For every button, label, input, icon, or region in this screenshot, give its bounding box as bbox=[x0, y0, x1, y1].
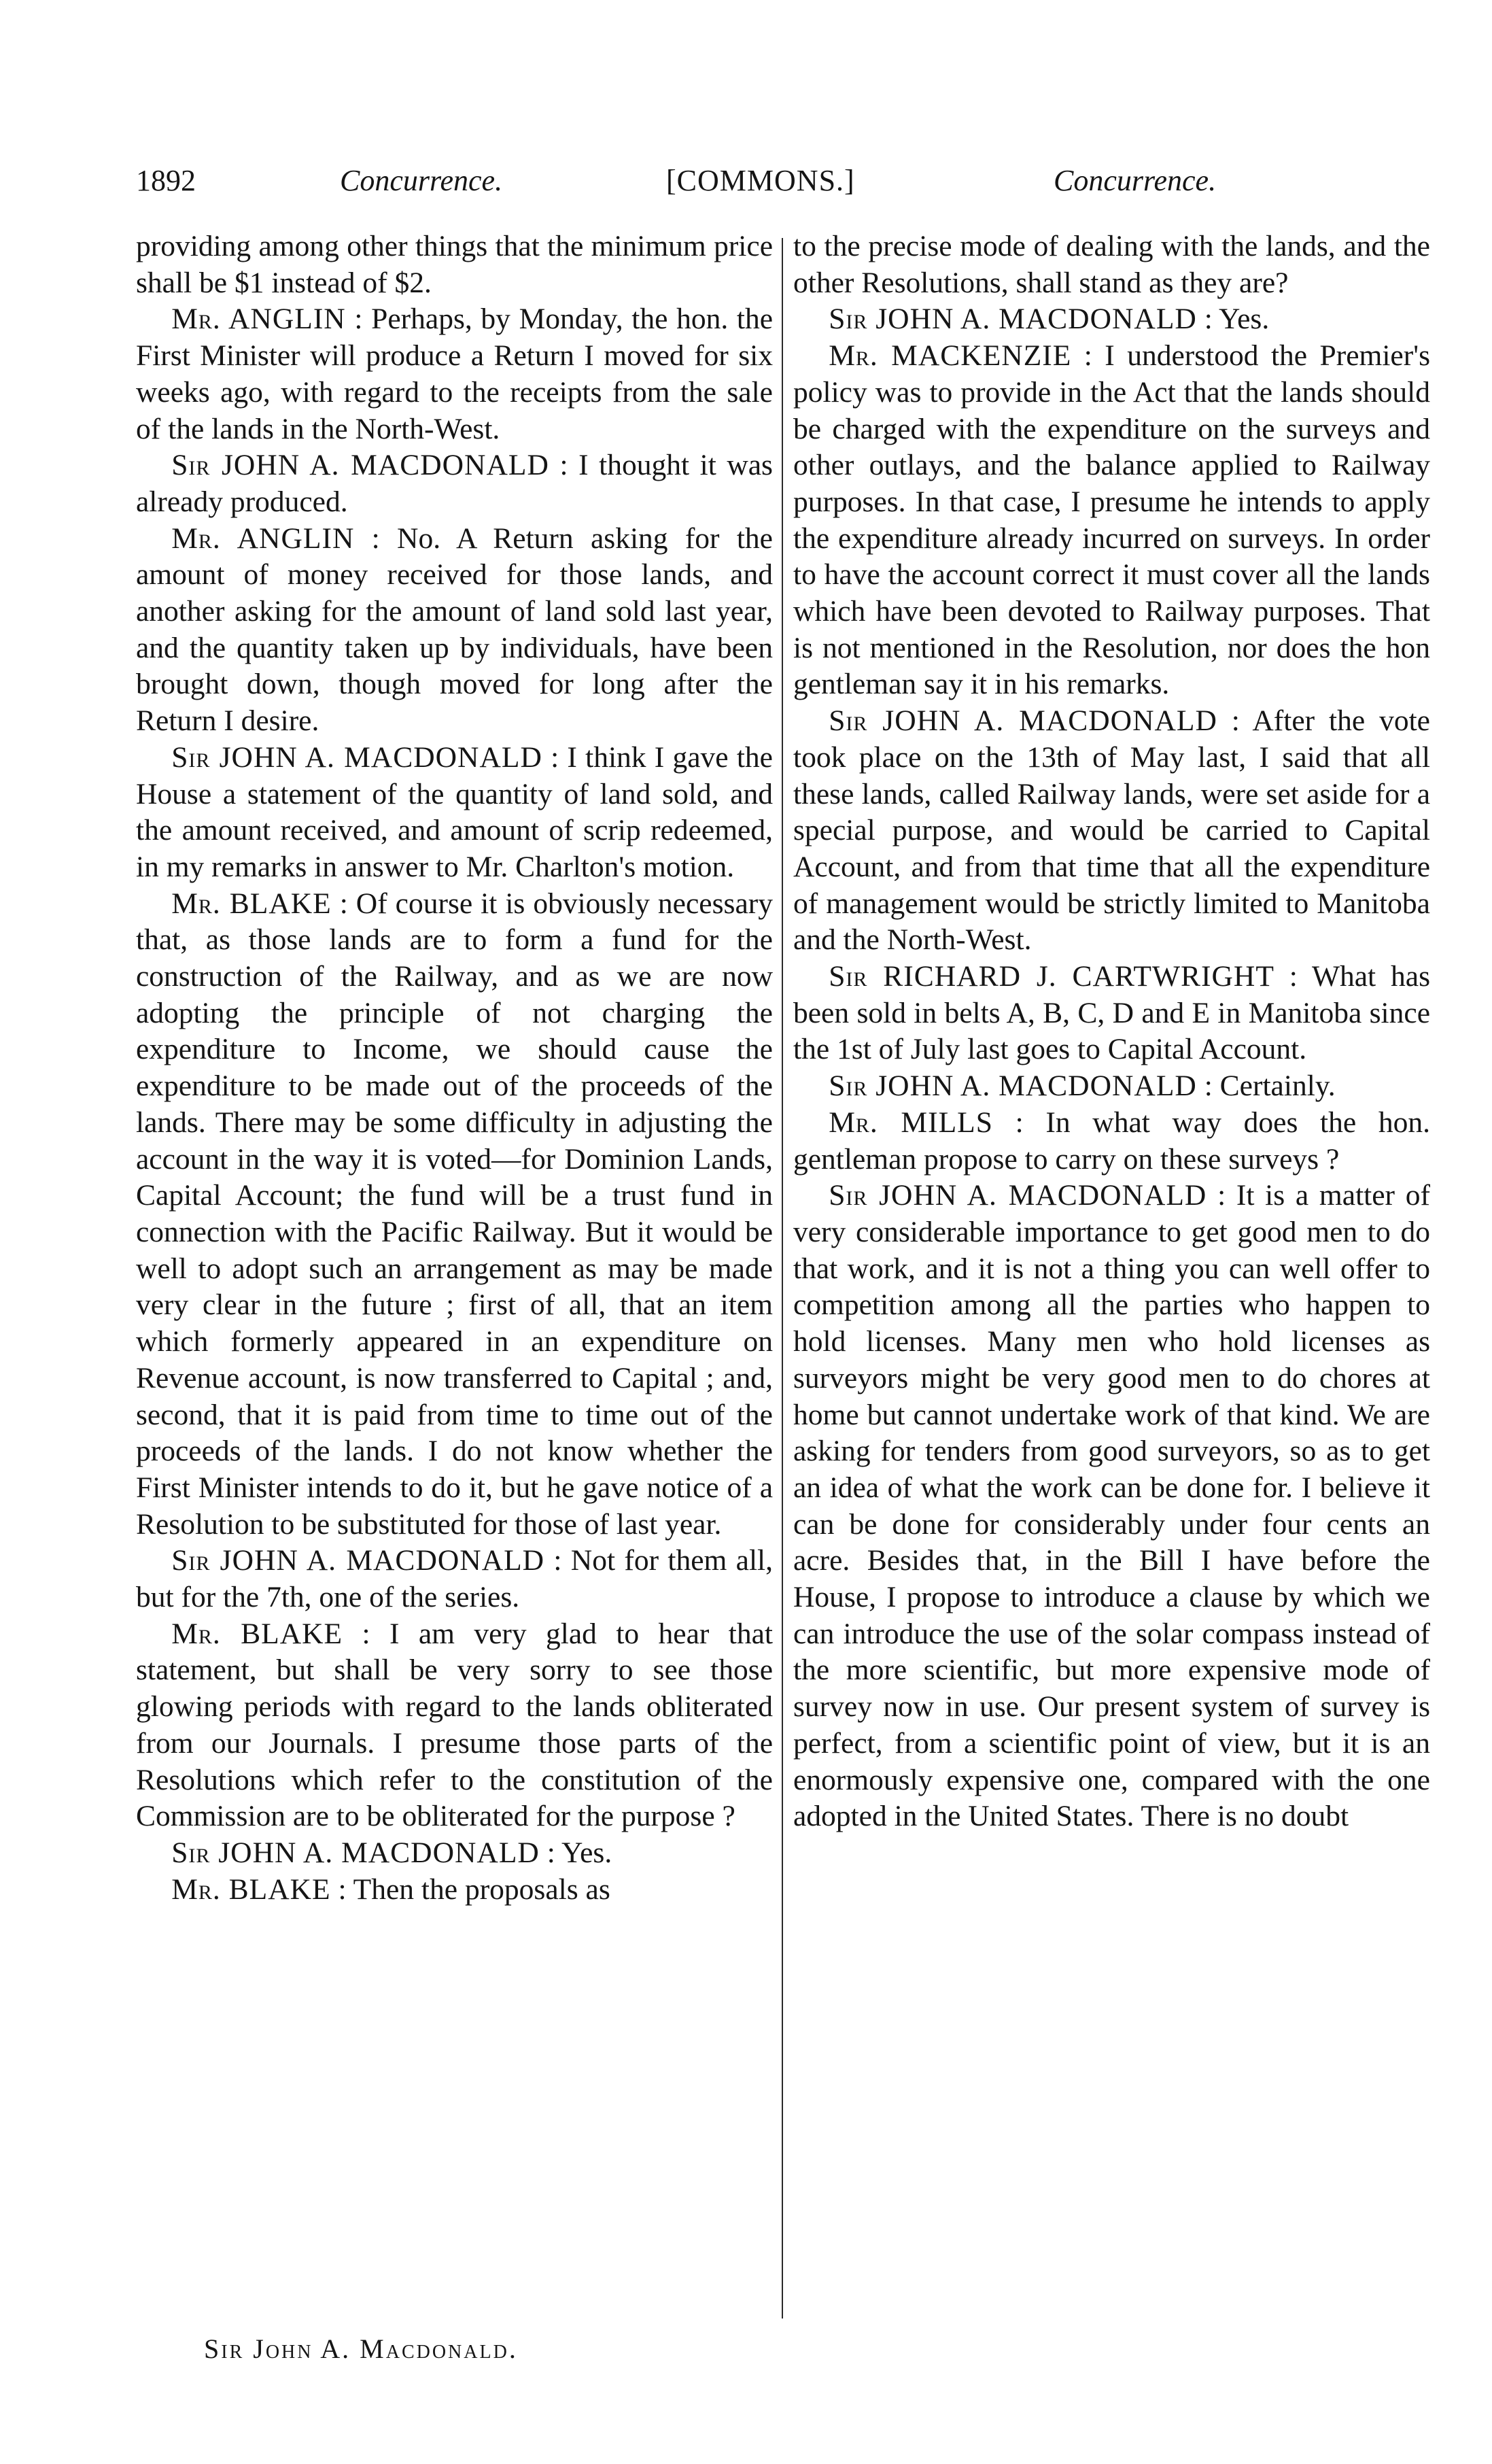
paragraph bbox=[793, 228, 1430, 301]
paragraph bbox=[136, 1835, 773, 1872]
speech-text: : I thought it was already produced. bbox=[136, 449, 773, 518]
speech-text: : Perhaps, by Monday, the hon. the First Minister will produce a Return I moved for six weeks ago, with regard to the receipts from the sale of the lands in the North-West. bbox=[136, 303, 773, 445]
paragraph bbox=[136, 228, 773, 301]
right-column bbox=[793, 228, 1430, 2323]
right-running-title: Concurrence. bbox=[1054, 164, 1217, 197]
speech-text: : Yes. bbox=[1204, 303, 1270, 336]
chamber-title: [COMMONS.] bbox=[666, 164, 855, 197]
speech-text: : It is a matter of very considerable importance to get good men to do that work, and it is not a thing you can well offer to competition among all the parties who happen to hold licenses. Many men who hold licenses as surveyors might be very good men to do chores at home but cannot undertake work of that kind. We are asking for tenders from good surveyors, so as to get an idea of what the work can be done for. I believe it can be done for considerably under four cents an acre. Besides that, in the Bill I have before the House, I propose to introduce a clause by which we can introduce the use of the solar compass instead of the more scientific, but more expensive mode of survey now in use. Our present system of survey is perfect, from a scientific point of view, but it is an enormously expensive one, compared with the one adopted in the United States. There is no doubt bbox=[793, 1179, 1430, 1833]
speech-text: : What has been sold in belts A, B, C, D and E in Manitoba since the 1st of July last goes to Capital Account. bbox=[793, 960, 1430, 1066]
speech-text: to the precise mode of dealing with the lands, and the other Resolutions, shall stand as they are? bbox=[793, 230, 1430, 299]
left-column bbox=[136, 228, 773, 2323]
speech-text: : I think I gave the House a statement of the quantity of land sold, and the amount received, and amount of scrip redeemed, in my remarks in answer to Mr. Charlton's motion. bbox=[136, 740, 773, 883]
speech-text: : Certainly. bbox=[1204, 1070, 1336, 1103]
speech-text: : No. A Return asking for the amount of money received for those lands, and another asking for the amount of land sold last year, and the quantity taken up by individuals, have been brought down, though moved for long after the Return I desire. bbox=[136, 521, 773, 738]
speaker-name: Mr. ANGLIN bbox=[171, 303, 346, 336]
speaker-name: Sir JOHN A. MACDONALD bbox=[171, 1836, 540, 1869]
speech-text: : Then the proposals as bbox=[338, 1872, 610, 1906]
speaker-name: Sir JOHN A. MACDONALD bbox=[829, 1070, 1197, 1103]
speaker-name: Mr. BLAKE bbox=[171, 887, 332, 920]
paragraph bbox=[136, 1872, 773, 1909]
speaker-name: Mr. BLAKE bbox=[171, 1617, 343, 1650]
speaker-name: Mr. MACKENZIE bbox=[829, 339, 1072, 373]
paragraph bbox=[793, 1178, 1430, 1835]
page-number: 1892 bbox=[136, 164, 196, 197]
speaker-name: Mr. ANGLIN bbox=[171, 521, 355, 555]
speaker-name: Sir JOHN A. MACDONALD bbox=[171, 449, 549, 482]
paragraph bbox=[793, 301, 1430, 338]
speaker-name: Sir JOHN A. MACDONALD bbox=[829, 303, 1197, 336]
speaker-name: Mr. BLAKE bbox=[171, 1872, 331, 1906]
paragraph bbox=[793, 703, 1430, 959]
column-divider bbox=[782, 238, 783, 2318]
speech-text: : In what way does the hon. gentleman propose to carry on these surveys ? bbox=[793, 1106, 1430, 1176]
paragraph bbox=[793, 338, 1430, 703]
paragraph bbox=[793, 1105, 1430, 1178]
paragraph bbox=[136, 447, 773, 520]
speech-text: : Yes. bbox=[547, 1836, 612, 1869]
running-header bbox=[136, 155, 1251, 207]
paragraph bbox=[136, 886, 773, 1543]
speech-text: : I am very glad to hear that statement, but shall be very sorry to see those glowing periods with regard to the lands obliterated from our Journals. I presume those parts of the Resolutions which refer to the constitution of the Commission are to be obliterated for the purpose ? bbox=[136, 1617, 773, 1833]
paragraph bbox=[136, 1616, 773, 1835]
speech-text: : After the vote took place on the 13th of May last, I said that all these lands, called Railway lands, were set aside for a special purpose, and would be carried to Capital Account, and from that time that all the expenditure of management would be strictly limited to Manitoba and the North-West. bbox=[793, 704, 1430, 957]
paragraph bbox=[136, 740, 773, 886]
paragraph bbox=[136, 301, 773, 447]
speaker-name: Sir RICHARD J. CARTWRIGHT bbox=[829, 960, 1274, 993]
paragraph bbox=[136, 521, 773, 740]
speaker-name: Sir JOHN A. MACDONALD bbox=[829, 704, 1217, 738]
speaker-name: Sir JOHN A. MACDONALD bbox=[171, 740, 542, 774]
left-running-title: Concurrence. bbox=[340, 164, 503, 197]
paragraph bbox=[793, 959, 1430, 1068]
footer-catchword: Sir John A. Macdonald. bbox=[204, 2333, 518, 2364]
speech-text: : I understood the Premier's policy was to provide in the Act that the lands should be charged with the expenditure on the surveys and other outlays, and the balance applied to Railway purposes. In that case, I presume he intends to apply the expenditure already incurred on surveys. In order to have the account correct it must cover all the lands which have been devoted to Railway purposes. That is not mentioned in the Resolution, nor does the hon gentleman say it in his remarks. bbox=[793, 339, 1430, 701]
speaker-name: Sir JOHN A. MACDONALD bbox=[829, 1179, 1207, 1212]
paragraph bbox=[793, 1068, 1430, 1105]
paragraph bbox=[136, 1543, 773, 1615]
speech-text: providing among other things that the minimum price shall be $1 instead of $2. bbox=[136, 230, 773, 299]
speech-text: : Of course it is obviously necessary that, as those lands are to form a fund for the construction of the Railway, and as we are now adopting the principle of not charging the expenditure to Income, we should cause the expenditure to be made out of the proceeds of the lands. There may be some difficulty in adjusting the account in the way it is voted—for Dominion Lands, Capital Account; the fund will be a trust fund in connection with the Pacific Railway. But it would be well to adopt such an arrangement as may be made very clear in the future ; first of all, that an item which formerly appeared in an expenditure on Revenue account, is now transferred to Capital ; and, second, that it is paid from time to time out of the proceeds of the lands. I do not know whether the First Minister intends to do it, but he gave notice of a Resolution to be substituted for those of last year. bbox=[136, 887, 773, 1541]
speaker-name: Mr. MILLS bbox=[829, 1106, 993, 1139]
speech-text: : Not for them all, but for the 7th, one of the series. bbox=[136, 1544, 773, 1614]
speaker-name: Sir JOHN A. MACDONALD bbox=[171, 1544, 545, 1577]
